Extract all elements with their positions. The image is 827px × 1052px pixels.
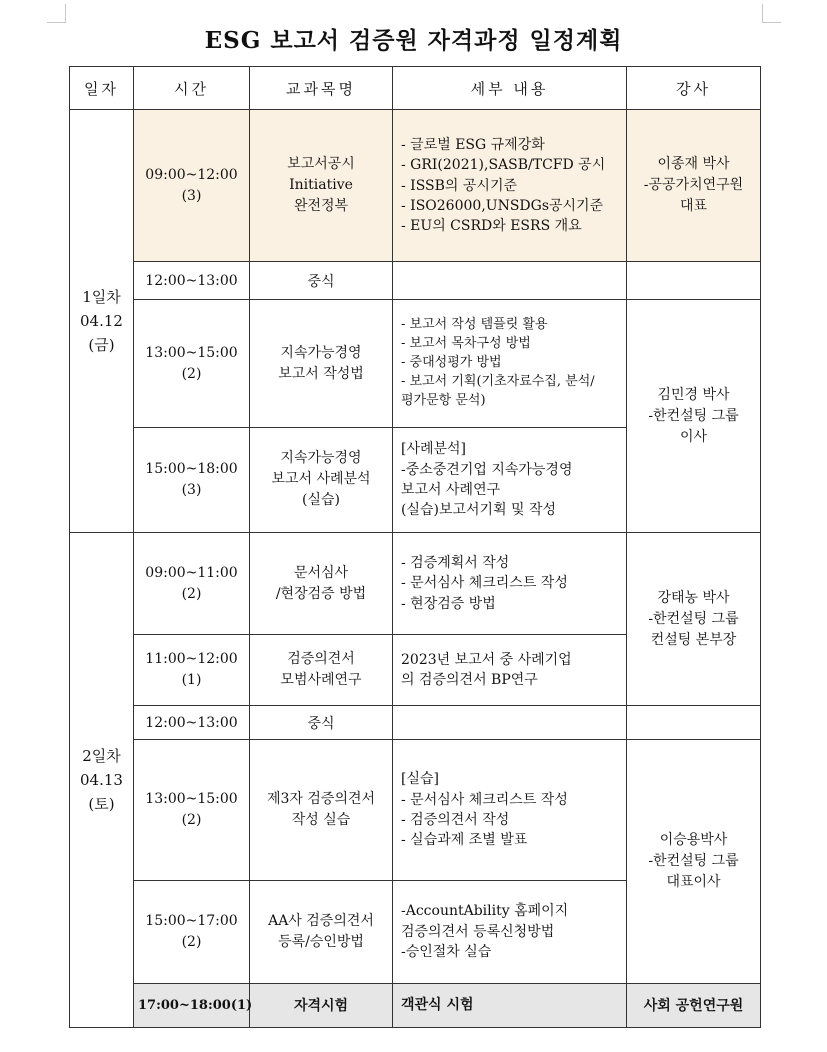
exam-detail: 객관식 시험: [393, 983, 627, 1027]
instructor-cell: 김민경 박사 -한컨설팅 그룹 이사: [627, 300, 761, 532]
instructor-cell: [627, 262, 761, 300]
subject-cell: 문서심사 /현장검증 방법: [250, 532, 393, 634]
header-details: 세부 내용: [393, 67, 627, 110]
day-cell: [70, 532, 134, 1027]
table-row: [70, 706, 761, 740]
day-weekday: (금): [88, 336, 115, 354]
details-cell: [393, 706, 627, 740]
details-cell: - 글로벌 ESG 규제강화 - GRI(2021),SASB/TCFD 공시 - ISSB의 공시기준 - ISO26000,UNSDGs공시기준 - EU의 CSRD와 ESRS 개요: [393, 110, 627, 262]
time-cell: 13:00~15:00 (2): [134, 300, 250, 427]
instructor-cell: [627, 706, 761, 740]
time-cell: 12:00~13:00: [134, 262, 250, 300]
time-cell: 12:00~13:00: [134, 706, 250, 740]
subject-cell: 중식: [250, 706, 393, 740]
subject-cell: AA사 검증의견서 등록/승인방법: [250, 880, 393, 983]
details-cell: -AccountAbility 홈페이지 검증의견서 등록신청방법 -승인절차 실습: [393, 880, 627, 983]
time-cell: 15:00~17:00 (2): [134, 880, 250, 983]
exam-time: 17:00~18:00(1): [134, 983, 250, 1027]
instructor-cell: 이승용박사 -한컨설팅 그룹 대표이사: [627, 740, 761, 983]
header-subject: 교과목명: [250, 67, 393, 110]
time-cell: 11:00~12:00 (1): [134, 635, 250, 706]
subject-cell: 검증의견서 모범사례연구: [250, 635, 393, 706]
time-cell: 13:00~15:00 (2): [134, 740, 250, 880]
day-date: 04.12: [80, 312, 123, 330]
subject-cell: 보고서공시 Initiative 완전정복: [250, 110, 393, 262]
day-label: 1일차: [82, 288, 121, 306]
header-time: 시간: [134, 67, 250, 110]
time-cell: 15:00~18:00 (3): [134, 427, 250, 532]
day-weekday: (토): [88, 794, 115, 813]
details-cell: - 검증계획서 작성 - 문서심사 체크리스트 작성 - 현장검증 방법: [393, 532, 627, 634]
subject-cell: 지속가능경영 보고서 작성법: [250, 300, 393, 427]
schedule-table: [69, 66, 761, 1028]
table-header-row: [70, 67, 761, 110]
subject-cell: 제3자 검증의견서 작성 실습: [250, 740, 393, 880]
details-cell: 2023년 보고서 중 사례기업 의 검증의견서 BP연구: [393, 635, 627, 706]
table-row: [70, 110, 761, 262]
page-corner-mark: [762, 4, 781, 23]
header-instructor: 강사: [627, 67, 761, 110]
day-label: 2일차: [82, 746, 121, 765]
exam-row: [70, 983, 761, 1027]
table-row: [70, 740, 761, 880]
time-cell: 09:00~12:00 (3): [134, 110, 250, 262]
exam-subject: 자격시험: [250, 983, 393, 1027]
header-date: 일자: [70, 67, 134, 110]
day-date: 04.13: [80, 770, 123, 789]
details-cell: [실습] - 문서심사 체크리스트 작성 - 검증의견서 작성 - 실습과제 조별 발표: [393, 740, 627, 880]
subject-cell: 지속가능경영 보고서 사례분석 (실습): [250, 427, 393, 532]
page-title: ESG 보고서 검증원 자격과정 일정계획: [204, 27, 623, 54]
instructor-cell: 강태농 박사 -한컨설팅 그룹 컨설팅 본부장: [627, 532, 761, 705]
details-cell: [393, 262, 627, 300]
instructor-cell: 이종재 박사 -공공가치연구원 대표: [627, 110, 761, 262]
day-cell: [70, 110, 134, 533]
subject-cell: 중식: [250, 262, 393, 300]
exam-instructor: 사회 공헌연구원: [627, 983, 761, 1027]
table-row: [70, 300, 761, 427]
time-cell: 09:00~11:00 (2): [134, 532, 250, 634]
page-corner-mark: [47, 4, 66, 23]
details-cell: [사례분석] -중소중견기업 지속가능경영 보고서 사례연구 (실습)보고서기획 및 작성: [393, 427, 627, 532]
table-row: [70, 532, 761, 634]
table-row: [70, 262, 761, 300]
details-cell: - 보고서 작성 템플릿 활용 - 보고서 목차구성 방법 - 중대성평가 방법 - 보고서 기획(기초자료수집, 분석/ 평가문항 문석): [393, 300, 627, 427]
